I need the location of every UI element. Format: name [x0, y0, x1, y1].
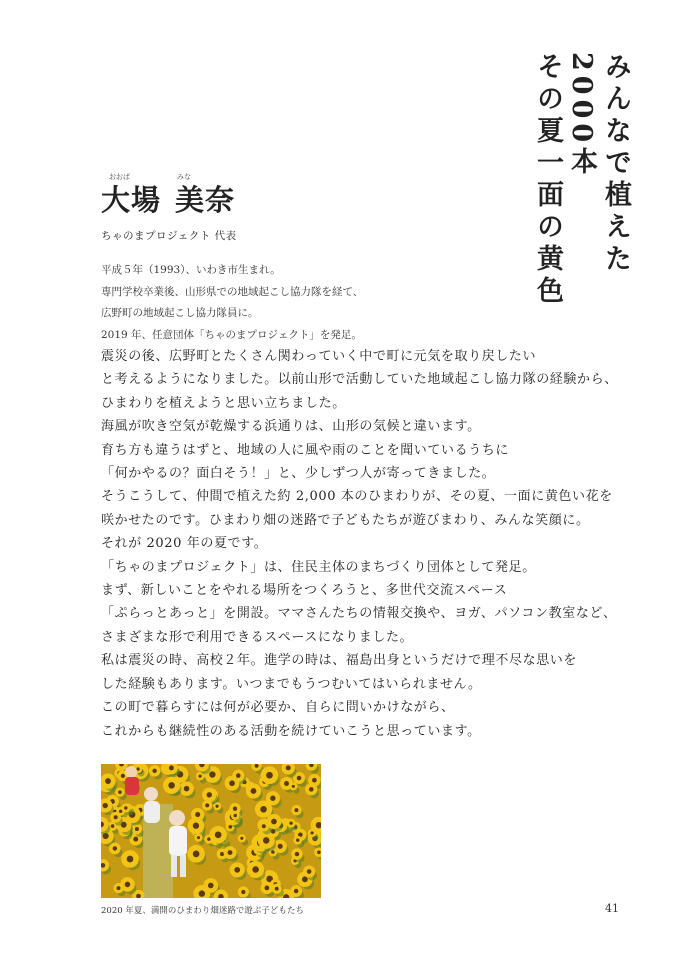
sunflower-field-image — [101, 764, 321, 898]
body-line: これからも継続性のある活動を続けていこうと思っています。 — [101, 723, 481, 739]
body-line: 育ち方も違うはずと、地域の人に風や雨のことを聞いているうちに — [101, 442, 510, 458]
title-line-2: 2000本 — [566, 52, 597, 180]
body-line: 「何かやるの？面白そう！」と、少しずつ人が寄ってきました。 — [101, 466, 496, 482]
body-line: 私は震災の時、高校２年。進学の時は、福島出身というだけで理不尽な思いを — [101, 653, 578, 669]
surname: 大場 — [101, 183, 162, 217]
name-ruby — [101, 172, 221, 184]
profile — [101, 260, 521, 346]
person-block — [101, 172, 237, 243]
sunflower-photo — [101, 764, 321, 898]
profile-line: 2019 年、任意団体「ちゃのまプロジェクト」を発足。 — [101, 328, 362, 341]
profile-line: 平成５年（1993）、いわき市生まれ。 — [101, 264, 281, 276]
person-role: ちゃのまプロジェクト 代表 — [101, 230, 237, 242]
title-line-1: みんなで植えた — [600, 52, 631, 276]
page-number: 41 — [605, 902, 619, 915]
body-line: 咲かせたのです。ひまわり畑の迷路で子どもたちが遊びまわり、みんな笑顔に。 — [101, 512, 590, 528]
article-title — [502, 52, 632, 312]
title-line-3: その夏一面の黄色 — [532, 52, 563, 308]
body-line: この町で暮らすには何が必要か、自らに問いかけながら、 — [101, 700, 455, 716]
person-name — [101, 184, 237, 216]
body-line: ひまわりを植えようと思い立ちました。 — [101, 395, 346, 411]
body-line: 「ちゃのまプロジェクト」は、住民主体のまちづくり団体として発足。 — [101, 559, 536, 575]
profile-line: 広野町の地域起こし協力隊員に。 — [101, 307, 259, 319]
body-line: そうこうして、仲間で植えた約 2,000 本のひまわりが、その夏、一面に黄色い花を — [101, 489, 613, 505]
given-name: 美奈 — [175, 183, 236, 217]
body-line: さまざまな形で利用できるスペースになりました。 — [101, 629, 414, 645]
given-name-ruby: みな — [177, 173, 191, 181]
body-line: それが 2020 年の夏です。 — [101, 536, 268, 552]
profile-line: 専門学校卒業後、山形県での地域起こし協力隊を経て、 — [101, 285, 364, 298]
body-line: まず、新しいことをやれる場所をつくろうと、多世代交流スペース — [101, 583, 508, 599]
body-line: 震災の後、広野町とたくさん関わっていく中で町に元気を取り戻したい — [101, 349, 537, 364]
body-line: した経験もあります。いつまでもうつむいてはいられません。 — [101, 676, 482, 692]
body-text — [101, 345, 621, 743]
body-line: 海風が吹き空気が乾燥する浜通りは、山形の気候と違います。 — [101, 419, 481, 435]
surname-ruby: おおば — [109, 173, 130, 181]
body-line: 「ぷらっとあっと」を開設。ママさんたちの情報交換や、ヨガ、パソコン教室など、 — [101, 606, 617, 622]
photo-caption: 2020 年夏、満開のひまわり畑迷路で遊ぶ子どもたち — [101, 906, 304, 916]
body-line: と考えるようになりました。以前山形で活動していた地域起こし協力隊の経験から、 — [101, 372, 618, 388]
